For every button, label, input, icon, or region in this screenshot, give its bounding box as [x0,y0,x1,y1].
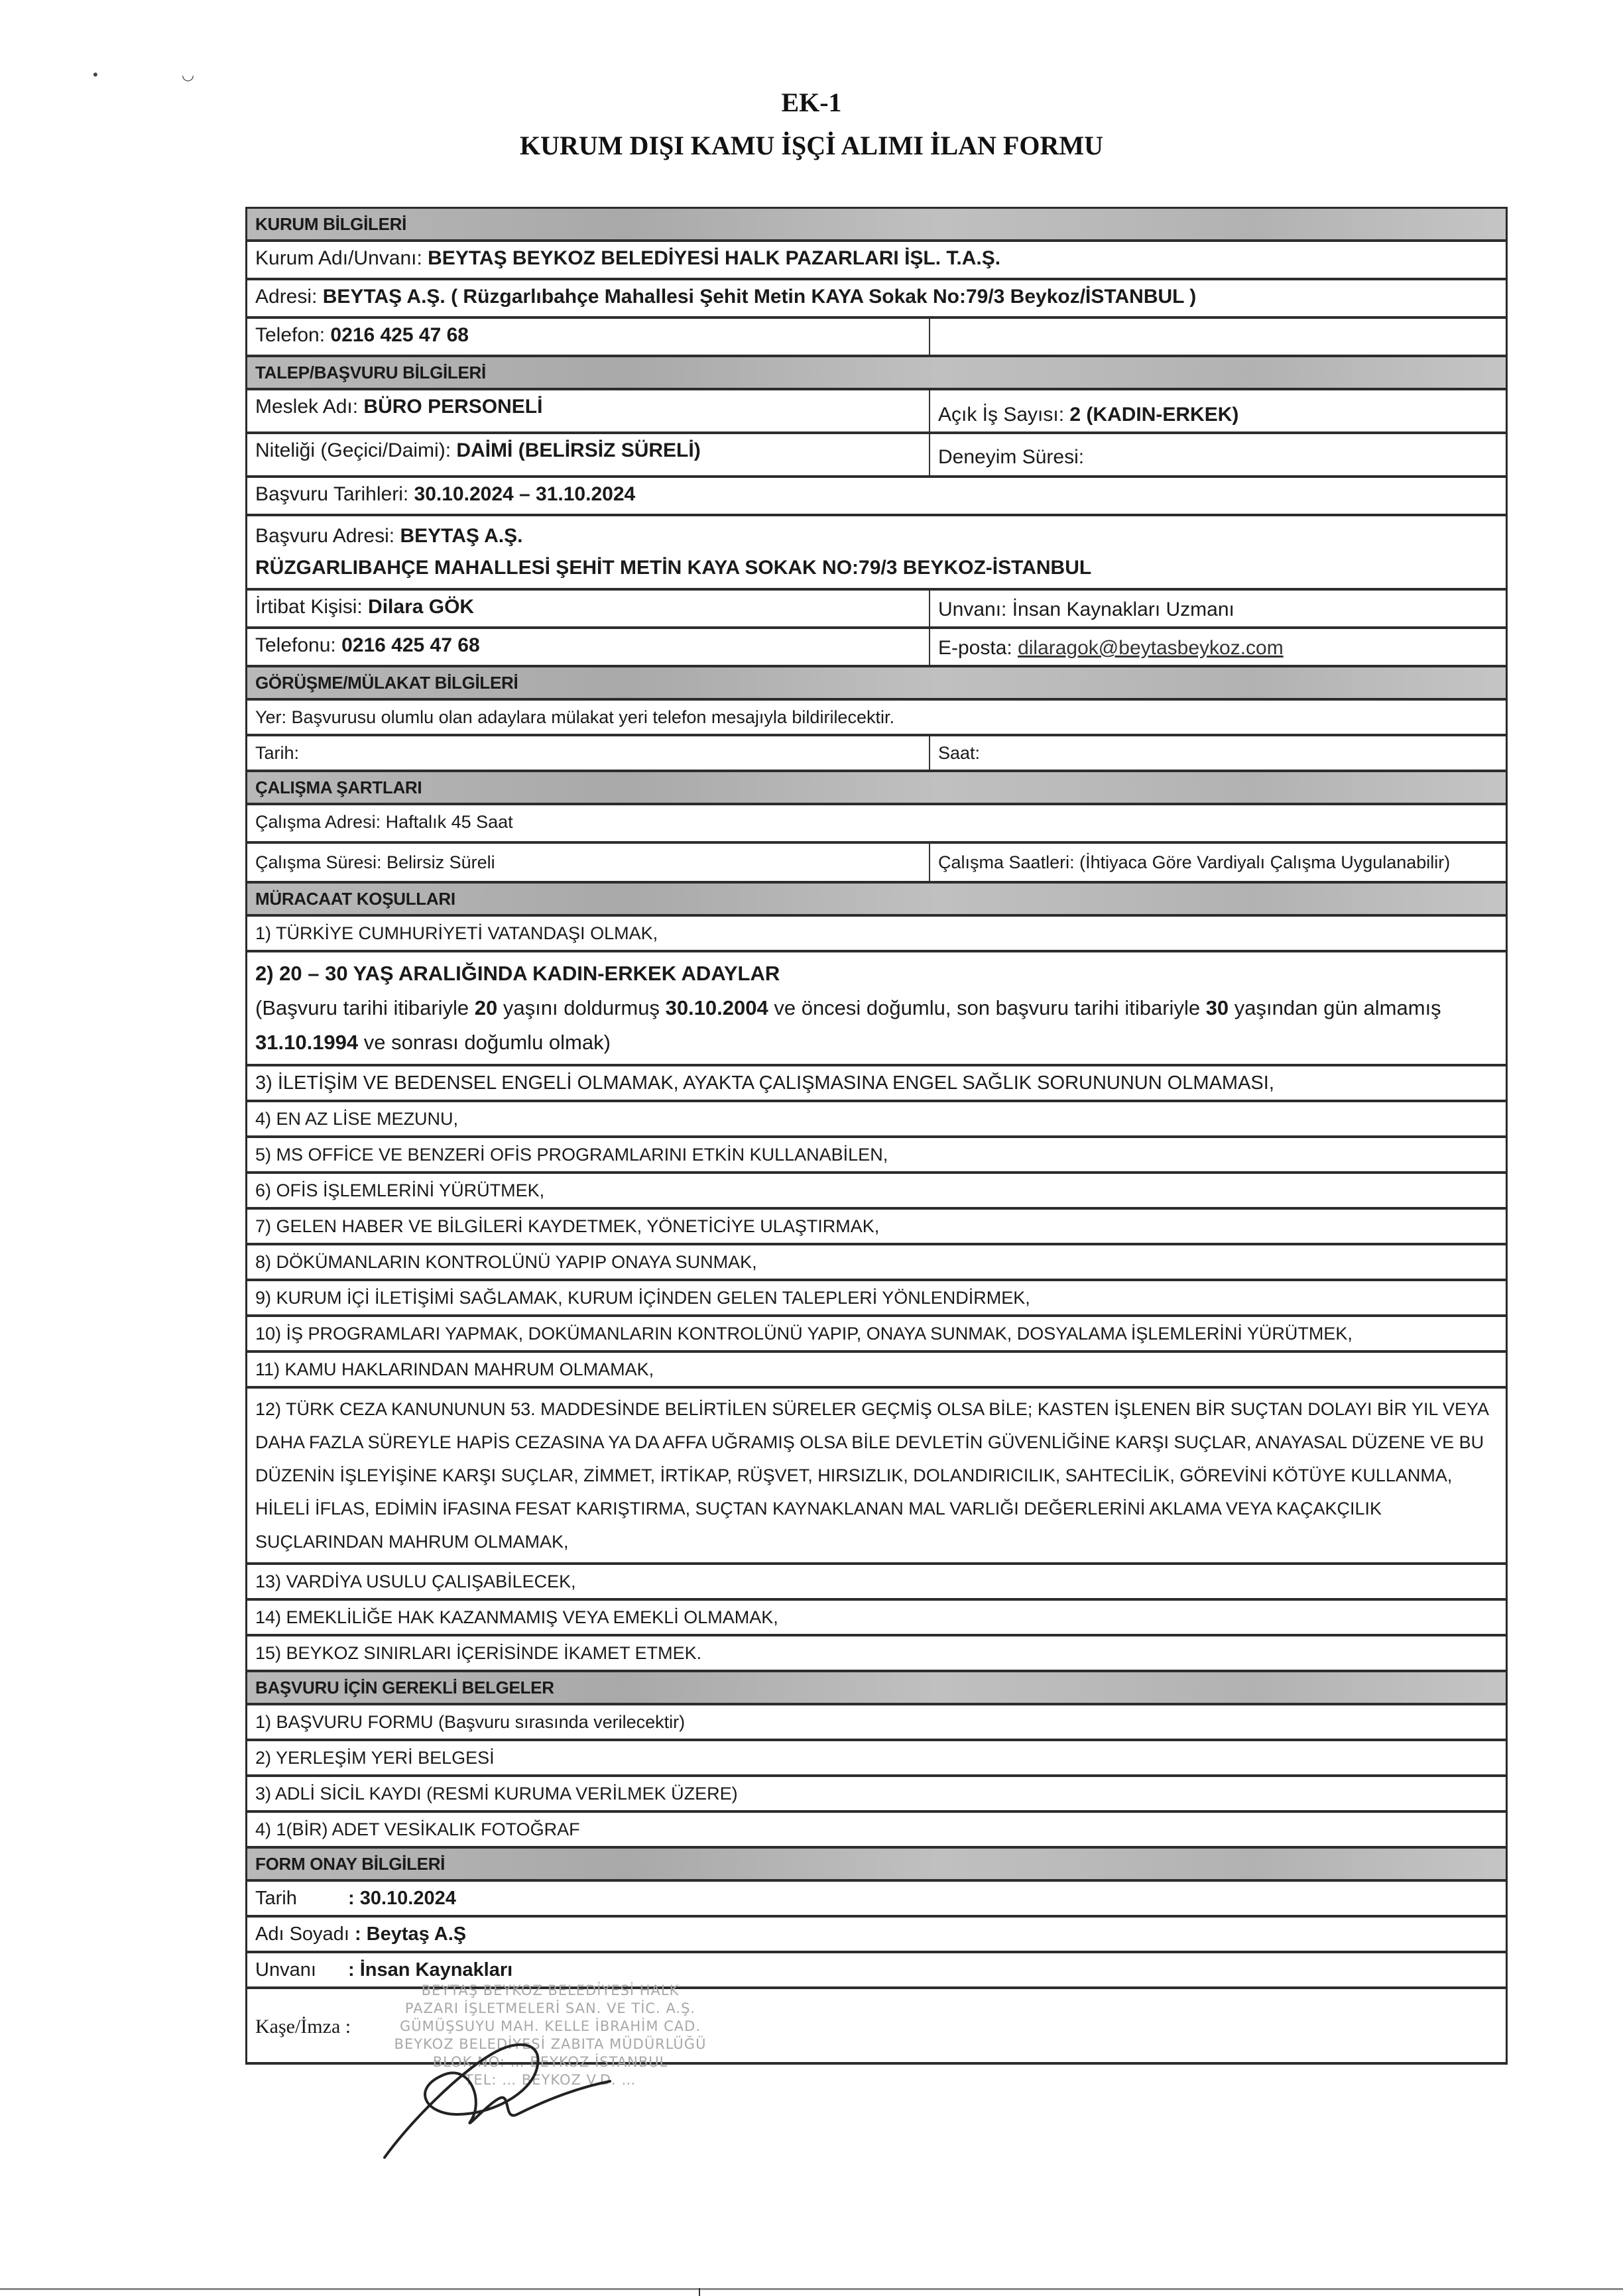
interview-time-label: Saat: [938,743,981,763]
announcement-form [245,207,1508,2065]
institution-phone: 0216 425 47 68 [330,324,469,346]
section-title: FORM ONAY BİLGİLERİ [255,1854,446,1874]
condition-text: 4) EN AZ LİSE MEZUNU, [255,1109,459,1129]
stamp-line: BEYKOZ BELEDİYESİ ZABITA MÜDÜRLÜĞÜ [394,2036,707,2052]
empty-cell [930,319,1506,355]
approval-date: : 30.10.2024 [348,1888,456,1909]
condition-item [247,1210,1506,1245]
contact-row [247,591,1506,629]
field-label: Başvuru Tarihleri: [255,483,414,505]
document-text: 2) YERLEŞİM YERİ BELGESİ [255,1748,495,1768]
application-address-row [247,516,1506,591]
stamp-line: BLOK NO: … BEYKOZ İSTANBUL [432,2054,668,2070]
work-hours: Çalışma Saatleri: (İhtiyaca Göre Vardiyalı Çalışma Uygulanabilir) [938,852,1451,872]
nature-row [247,434,1506,478]
institution-name: BEYTAŞ BEYKOZ BELEDİYESİ HALK PAZARLARI İŞL. T.A.Ş. [428,247,1001,269]
condition-text: 10) İŞ PROGRAMLARI YAPMAK, DOKÜMANLARIN KONTROLÜNÜ YAPIP, ONAYA SUNMAK, DOSYALAMA İŞLEMLERİNİ YÜRÜTMEK, [255,1324,1352,1344]
age-min: 20 [474,996,498,1019]
condition-text: 5) MS OFFİCE VE BENZERİ OFİS PROGRAMLARINI ETKİN KULLANABİLEN, [255,1145,888,1165]
condition-text: 1) TÜRKİYE CUMHURİYETİ VATANDAŞI OLMAK, [255,923,658,943]
condition-item [247,1174,1506,1210]
open-positions: 2 (KADIN-ERKEK) [1069,404,1239,426]
interview-datetime-row [247,736,1506,772]
condition-item [247,1317,1506,1353]
stamp-line: TEL: … BEYKOZ V.D. … [464,2072,636,2088]
condition-text: 6) OFİS İŞLEMLERİNİ YÜRÜTMEK, [255,1180,545,1200]
condition-text: 11) KAMU HAKLARINDAN MAHRUM OLMAMAK, [255,1359,654,1379]
institution-name-row [247,242,1506,280]
section-header-kurum [247,209,1506,242]
field-label: İrtibat Kişisi: [255,596,369,618]
institution-phone-row [247,319,1506,357]
page-bottom-tick [699,2288,700,2296]
seal-signature-label: Kaşe/İmza : [255,2016,351,2038]
contact-phone: 0216 425 47 68 [341,634,480,656]
age-text: yaşından gün almamış [1229,996,1441,1019]
document-item [247,1813,1506,1849]
section-title: TALEP/BAŞVURU BİLGİLERİ [255,363,486,382]
condition-text: 3) İLETİŞİM VE BEDENSEL ENGELİ OLMAMAK, AYAKTA ÇALIŞMASINA ENGEL SAĞLIK SORUNUNUN OLMAMASI, [255,1072,1274,1094]
section-title: KURUM BİLGİLERİ [255,214,407,234]
condition-item [247,1281,1506,1317]
stamp-line: PAZARI İŞLETMELERİ SAN. VE TİC. A.Ş. [404,2000,696,2016]
work-address-row [247,805,1506,844]
birth-date-max: 30.10.2004 [665,996,768,1019]
condition-item [247,1636,1506,1672]
age-max: 30 [1205,996,1229,1019]
condition-text: 8) DÖKÜMANLARIN KONTROLÜNÜ YAPIP ONAYA SUNMAK, [255,1252,757,1272]
condition-text: 12) TÜRK CEZA KANUNUNUN 53. MADDESİNDE BELİRTİLEN SÜRELER GEÇMİŞ OLSA BİLE; KASTEN İŞLENEN BİR SUÇTAN DOLAYI BİR YIL VEYA DAHA FAZLA SÜREYLE HAPİS CEZASINA YA DA AFFA UĞRAMIŞ OLSA BİLE DEVLETİN GÜVENLİĞİNE KARŞI SUÇLAR, ANAYASAL DÜZENE VE BU DÜZENİN İŞLEYİŞİNE KARŞI SUÇLAR, ZİMMET, İRTİKAP, RÜŞVET, HIRSIZLIK, DOLANDIRICILIK, SAHTECİLİK, GÖREVİNİ KÖTÜYE KULLANMA, HİLELİ İFLAS, EDİMİN İFASINA FESAT KARIŞTIRMA, SUÇTAN KAYNAKLANAN MAL VARLIĞI DEĞERLERİNİ AKLAMA VEYA KAÇAKÇILIK SUÇLARINDAN MAHRUM OLMAMAK, [255,1399,1488,1552]
age-condition-title: 2) 20 – 30 YAŞ ARALIĞINDA KADIN-ERKEK ADAYLAR [255,962,780,985]
document-text: 3) ADLİ SİCİL KAYDI (RESMİ KURUMA VERİLMEK ÜZERE) [255,1784,738,1804]
section-header-calisma [247,772,1506,805]
document-item [247,1777,1506,1813]
document-title: KURUM DIŞI KAMU İŞÇİ ALIMI İLAN FORMU [519,131,1104,160]
scan-artifacts: • ◡ [93,66,235,83]
field-label: Kurum Adı/Unvanı: [255,247,428,269]
job-row [247,390,1506,434]
interview-place: Yer: Başvurusu olumlu olan adaylara mülakat yeri telefon mesajıyla bildirilecektir. [255,707,894,727]
job-nature: DAİMİ (BELİRSİZ SÜRELİ) [456,439,701,461]
section-title: MÜRACAAT KOŞULLARI [255,889,455,909]
condition-text: 7) GELEN HABER VE BİLGİLERİ KAYDETMEK, YÖNETİCİYE ULAŞTIRMAK, [255,1216,880,1236]
condition-item [247,1245,1506,1281]
condition-item [247,1565,1506,1601]
condition-item [247,1066,1506,1102]
field-label: E-posta: [938,637,1018,659]
condition-item [247,1353,1506,1389]
field-label: Unvanı [255,1959,316,1980]
section-header-gorusme [247,667,1506,701]
condition-item-age [247,952,1506,1066]
approval-name-row [247,1918,1506,1953]
condition-text: 13) VARDİYA USULU ÇALIŞABİLECEK, [255,1572,576,1591]
contact-phone-row [247,629,1506,667]
contact-title: Unvanı: İnsan Kaynakları Uzmanı [938,599,1234,620]
field-label: Adresi: [255,286,323,308]
address-company: BEYTAŞ A.Ş. [322,286,446,308]
interview-date-label: Tarih: [247,736,930,770]
approval-date-row [247,1882,1506,1918]
application-address-company: BEYTAŞ A.Ş. [400,525,523,547]
contact-person: Dilara GÖK [368,596,475,618]
document-item [247,1741,1506,1777]
document-item [247,1705,1506,1741]
condition-text: 9) KURUM İÇİ İLETİŞİMİ SAĞLAMAK, KURUM İÇİNDEN GELEN TALEPLERİ YÖNLENDİRMEK, [255,1288,1030,1308]
field-label: Başvuru Adresi: [255,525,400,547]
field-label: Meslek Adı: [255,396,364,418]
field-label: Telefonu: [255,634,342,656]
application-dates: 30.10.2024 – 31.10.2024 [414,483,636,505]
document-header [0,86,1623,167]
job-title: BÜRO PERSONELİ [363,396,543,418]
field-label: Açık İş Sayısı: [938,404,1070,426]
field-label: Adı Soyadı [255,1923,349,1945]
page-bottom-edge [0,2288,1623,2290]
experience-label: Deneyim Süresi: [938,446,1085,468]
condition-text: 15) BEYKOZ SINIRLARI İÇERİSİNDE İKAMET ETMEK. [255,1643,702,1663]
age-text: ve sonrası doğumlu olmak) [358,1031,611,1054]
work-address: Çalışma Adresi: Haftalık 45 Saat [255,812,513,832]
annex-label: EK-1 [781,87,842,117]
document-text: 4) 1(BİR) ADET VESİKALIK FOTOĞRAF [255,1819,580,1839]
stamp-line: BEYTAŞ BEYKOZ BELEDİYESİ HALK [421,1982,680,1998]
condition-item [247,1102,1506,1138]
section-title: BAŞVURU İÇİN GEREKLİ BELGELER [255,1678,554,1697]
section-header-talep [247,357,1506,390]
section-header-muracaat [247,884,1506,917]
condition-item [247,917,1506,952]
age-text: yaşını doldurmuş [497,996,666,1019]
application-address-detail: RÜZGARLIBAHÇE MAHALLESİ ŞEHİT METİN KAYA SOKAK NO:79/3 BEYKOZ-İSTANBUL [255,557,1092,579]
age-text: (Başvuru tarihi itibariyle [255,996,475,1019]
field-label: Telefon: [255,324,331,346]
interview-place-row [247,701,1506,736]
approval-name: : Beytaş A.Ş [354,1923,467,1945]
section-title: ÇALIŞMA ŞARTLARI [255,777,422,797]
field-label: Tarih [255,1888,297,1909]
institution-address-row [247,280,1506,319]
email-link[interactable]: dilaragok@beytasbeykoz.com [1018,637,1284,659]
section-header-onay [247,1849,1506,1882]
condition-item-criminal-record [247,1389,1506,1565]
birth-date-min: 31.10.1994 [255,1031,359,1054]
application-dates-row [247,478,1506,516]
address-detail: ( Rüzgarlıbahçe Mahallesi Şehit Metin KAYA Sokak No:79/3 Beykoz/İSTANBUL ) [445,286,1197,308]
age-text: ve öncesi doğumlu, son başvuru tarihi itibariyle [768,996,1206,1019]
condition-text: 14) EMEKLİLİĞE HAK KAZANMAMIŞ VEYA EMEKLİ OLMAMAK, [255,1607,778,1627]
section-header-belgeler [247,1672,1506,1705]
handwritten-signature [358,2015,676,2167]
approval-title: : İnsan Kaynakları [348,1959,513,1980]
field-label: Niteliği (Geçici/Daimi): [255,439,457,461]
condition-item [247,1138,1506,1174]
work-duration: Çalışma Süresi: Belirsiz Süreli [247,844,930,881]
document-text: 1) BAŞVURU FORMU (Başvuru sırasında verilecektir) [255,1712,686,1732]
stamp-line: GÜMÜŞSUYU MAH. KELLE İBRAHİM CAD. [399,2018,701,2034]
condition-item [247,1601,1506,1636]
work-duration-row [247,844,1506,884]
section-title: GÖRÜŞME/MÜLAKAT BİLGİLERİ [255,673,518,693]
